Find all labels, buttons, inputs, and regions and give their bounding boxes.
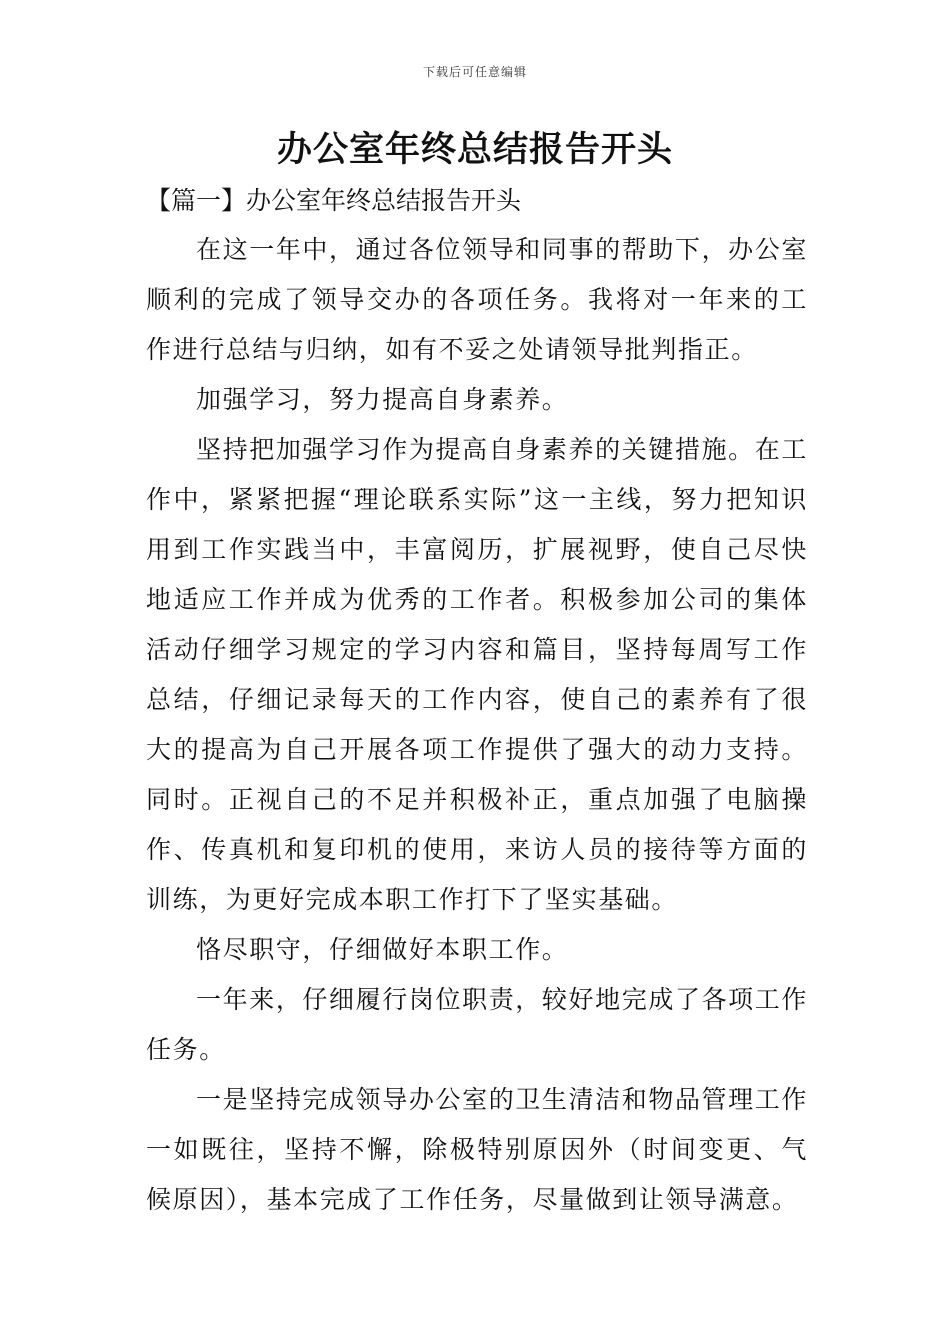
document-body <box>146 176 808 1225</box>
paragraph-study-body: 坚持把加强学习作为提高自身素养的关键措施。在工作中，紧紧把握“理论联系实际”这一主线，努力把知识用到工作实践当中，丰富阅历，扩展视野，使自己尽快地适应工作并成为优秀的工作者。积极参加公司的集体活动仔细学习规定的学习内容和篇目，坚持每周写工作总结，仔细记录每天的工作内容，使自己的素养有了很大的提高为自己开展各项工作提供了强大的动力支持。同时。正视自己的不足并积极补正，重点加强了电脑操作、传真机和复印机的使用，来访人员的接待等方面的训练，为更好完成本职工作打下了坚实基础。 <box>146 435 808 914</box>
paragraph-duty-body: 一年来，仔细履行岗位职责，较好地完成了各项工作任务。 <box>146 985 808 1064</box>
document-title: 办公室年终总结报告开头 <box>276 130 673 170</box>
paragraph-point-one: 一是坚持完成领导办公室的卫生清洁和物品管理工作一如既往，坚持不懈，除极特别原因外（时间变更、气候原因），基本完成了工作任务，尽量做到让领导满意。 <box>146 1085 808 1214</box>
section-heading: 【篇一】办公室年终总结报告开头 <box>146 186 522 215</box>
paragraph-intro: 在这一年中，通过各位领导和同事的帮助下，办公室顺利的完成了领导交办的各项任务。我将对一年来的工作进行总结与归纳，如有不妥之处请领导批判指正。 <box>146 235 808 364</box>
paragraph-duty-heading: 恪尽职守，仔细做好本职工作。 <box>196 935 569 964</box>
header-note: 下载后可任意编辑 <box>422 65 527 79</box>
paragraph-study-heading: 加强学习，努力提高自身素养。 <box>196 385 569 414</box>
